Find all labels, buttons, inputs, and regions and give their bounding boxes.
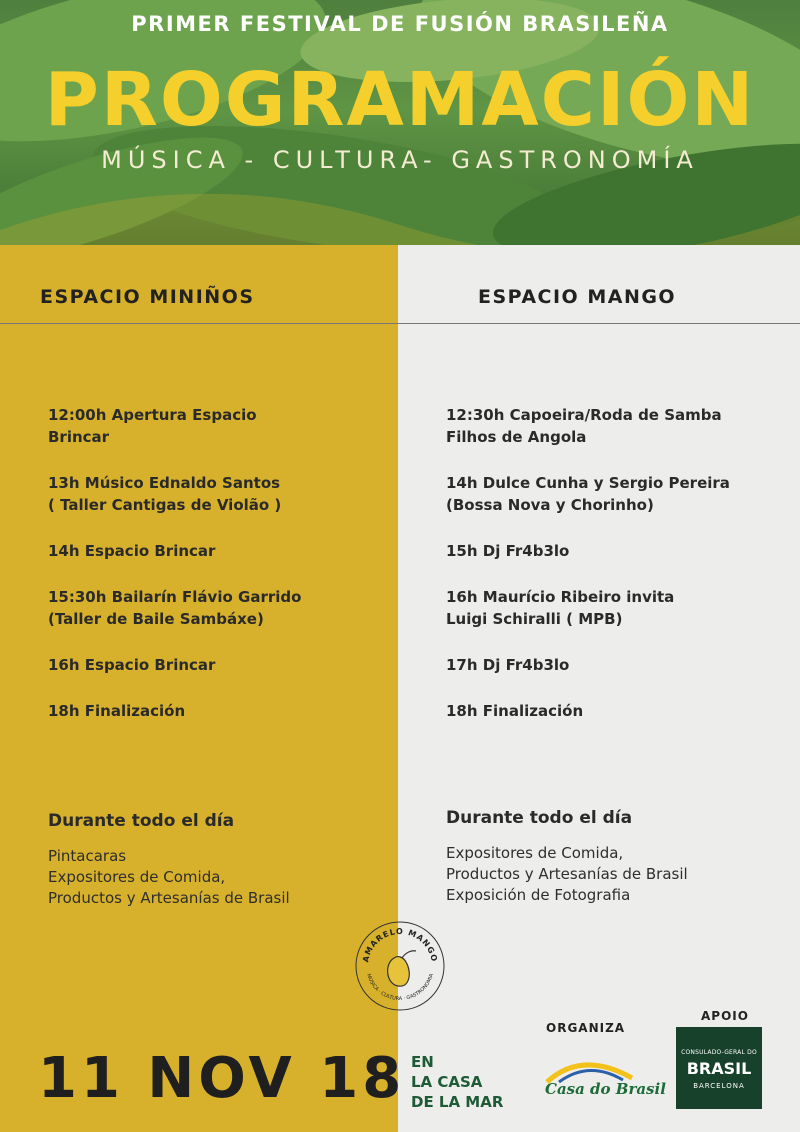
allday-item: Exposición de Fotografia [446, 886, 631, 904]
festival-name: PRIMER FESTIVAL DE FUSIÓN BRASILEÑA [131, 12, 669, 36]
left-allday-title: Durante todo el día [48, 811, 235, 831]
apoio-label: APOIO [701, 1009, 749, 1023]
venue-text [411, 1052, 503, 1112]
schedule-item [446, 404, 730, 448]
schedule-item [48, 586, 301, 630]
heading-divider [0, 323, 800, 324]
subtitle: MÚSICA - CULTURA- GASTRONOMÍA [101, 146, 699, 174]
event-date: 11 NOV 18 [38, 1046, 406, 1111]
right-allday-title: Durante todo el día [446, 808, 633, 828]
schedule-item-line: 16h Espacio Brincar [48, 656, 216, 674]
allday-item: Expositores de Comida, [446, 844, 624, 862]
consulado-logo [676, 1027, 762, 1109]
schedule-item [446, 700, 730, 722]
consulado-city: BARCELONA [693, 1082, 745, 1090]
svg-text:MÚSICA · CULTURA · GASTRONOMIA: MÚSICA · CULTURA · GASTRONOMIA [365, 973, 435, 1003]
schedule-item-line: 12:30h Capoeira/Roda de Samba [446, 406, 722, 424]
schedule-item-line: 15h Dj Fr4b3lo [446, 542, 570, 560]
left-schedule [48, 404, 301, 746]
schedule-item [48, 654, 301, 676]
allday-item: Productos y Artesanías de Brasil [446, 865, 688, 883]
mango-icon [354, 920, 446, 1012]
amarelo-mango-badge [354, 920, 446, 1012]
allday-item: EN [411, 1053, 434, 1071]
schedule-item [446, 654, 730, 676]
allday-item: LA CASA [411, 1073, 483, 1091]
consulado-small-text: CONSULADO-GERAL DO [681, 1049, 757, 1056]
schedule-item [48, 700, 301, 722]
schedule-item-line: 14h Espacio Brincar [48, 542, 216, 560]
allday-item: DE LA MAR [411, 1093, 504, 1111]
schedule-item [48, 404, 301, 448]
schedule-item [446, 586, 730, 630]
schedule-item [446, 540, 730, 562]
organizer-name: Casa do Brasil [545, 1080, 666, 1098]
page-title: PROGRAMACIÓN [44, 57, 756, 143]
organiza-label: ORGANIZA [546, 1021, 626, 1035]
right-section-heading: ESPACIO MANGO [478, 286, 677, 308]
schedule-item-line: ( Taller Cantigas de Violão ) [48, 496, 282, 514]
schedule-item-line: 18h Finalización [446, 702, 584, 720]
left-allday-list [48, 846, 290, 909]
svg-text:AMARELO MANGO: AMARELO MANGO [361, 926, 439, 964]
schedule-item [48, 472, 301, 516]
schedule-item-line: (Bossa Nova y Chorinho) [446, 496, 654, 514]
schedule-item-line: Brincar [48, 428, 110, 446]
schedule-item-line: Luigi Schiralli ( MPB) [446, 610, 623, 628]
casa-do-brasil-logo [537, 1052, 666, 1108]
schedule-item-line: 18h Finalización [48, 702, 186, 720]
schedule-item [446, 472, 730, 516]
allday-item: Pintacaras [48, 847, 127, 865]
schedule-item-line: 16h Maurício Ribeiro invita [446, 588, 675, 606]
consulado-brasil-text: BRASIL [686, 1059, 752, 1078]
schedule-item-line: 17h Dj Fr4b3lo [446, 656, 570, 674]
right-allday-list [446, 843, 688, 906]
schedule-item-line: (Taller de Baile Sambáxe) [48, 610, 264, 628]
schedule-item-line: 12:00h Apertura Espacio [48, 406, 257, 424]
schedule-item [48, 540, 301, 562]
schedule-item-line: 14h Dulce Cunha y Sergio Pereira [446, 474, 730, 492]
header-banner [0, 0, 800, 245]
schedule-item-line: Filhos de Angola [446, 428, 587, 446]
allday-item: Expositores de Comida, [48, 868, 226, 886]
schedule-item-line: 13h Músico Ednaldo Santos [48, 474, 281, 492]
schedule-item-line: 15:30h Bailarín Flávio Garrido [48, 588, 302, 606]
left-section-heading: ESPACIO MINIÑOS [40, 286, 255, 308]
allday-item: Productos y Artesanías de Brasil [48, 889, 290, 907]
right-schedule [446, 404, 730, 746]
